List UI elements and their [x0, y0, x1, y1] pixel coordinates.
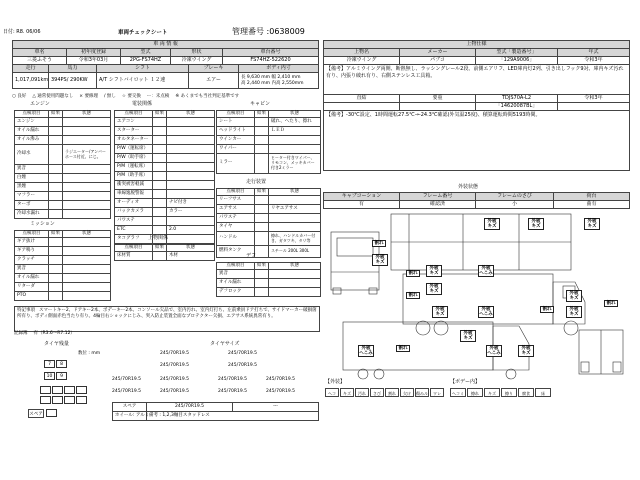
- col-year: 年式: [558, 49, 630, 57]
- handle-state: 擦れ、ハンドルカバー付き、ガタツキ、タリ等: [269, 232, 321, 246]
- legend-replace: ☆ 要交換: [121, 94, 141, 99]
- tire-grid-cell: [76, 396, 87, 404]
- legend-chip: 汚れ: [355, 388, 369, 397]
- chassis-number: FS74HZ-522620: [223, 57, 319, 65]
- body-dims-line1: 長 9,630 mm 幅 2,410 mm: [241, 74, 301, 80]
- legend-chip: 傷みル: [415, 388, 429, 397]
- car-name: 三菱ふそう: [13, 57, 67, 65]
- legend-good: ○ 良好: [12, 94, 27, 99]
- col-cab-caution: キャブコーション: [324, 193, 400, 201]
- tire-rear: 245/70R19.5: [160, 377, 189, 382]
- legend-chip: 欠け: [400, 388, 414, 397]
- tire-grid-cell: [64, 386, 75, 394]
- management-number: [232, 28, 305, 37]
- seat-state: 破れ、へたり、擦れ: [269, 118, 321, 127]
- diff-col-item: 点検項目: [217, 263, 255, 270]
- special-notes: [14, 306, 320, 332]
- date: 日付: R8. 06/06: [3, 29, 41, 35]
- tire-front-left-2: 245/70R19.5: [160, 363, 189, 368]
- engine-item: ターボ: [15, 201, 49, 210]
- record-label: 記録簿: [14, 331, 28, 336]
- legend-chip: 床: [535, 388, 551, 397]
- legend-chip: 腐食: [518, 388, 534, 397]
- wheel-label: ホイール: [115, 412, 133, 418]
- running-item: リーフサス: [217, 196, 255, 205]
- tire-rear: 245/70R19.5: [266, 389, 295, 394]
- damage-mark: 外板 キズ: [484, 218, 500, 230]
- mileage: 1,017,091km: [13, 73, 49, 89]
- col-maker: メーカー: [400, 49, 476, 57]
- tire-front-right: 245/70R19.5: [228, 351, 257, 356]
- upper-title: 上物関係: [148, 235, 169, 241]
- legend-chip: キズ: [340, 388, 354, 397]
- doc-title: 車両チェックシート: [118, 30, 168, 36]
- col-frame-rust: フレームのさび: [476, 193, 554, 201]
- legend-unchecked: ー：未点検: [146, 94, 170, 99]
- spare-wheel-table: [112, 402, 319, 421]
- col-cargo-bed: 荷台: [554, 193, 630, 201]
- camera-value: カラー: [167, 208, 215, 217]
- running-item: 燃料タンク: [217, 246, 255, 258]
- body-legend: [450, 388, 551, 397]
- engine-item: 異音: [15, 165, 49, 174]
- mission-item: オイル漏れ: [15, 274, 49, 283]
- electrical-item: P/M（助手席）: [115, 172, 153, 181]
- reefer-note: [324, 111, 630, 171]
- legend-repair: × 要修理: [79, 94, 98, 99]
- etc-value: 2.0: [167, 226, 215, 235]
- damage-mark: 外板 へこみ: [487, 346, 501, 357]
- col-mileage: 走行: [13, 65, 49, 73]
- diff-col-state: 状態: [269, 263, 321, 270]
- reefer-year: 令和3年: [558, 95, 630, 103]
- engine-item: 冷却水漏れ: [15, 210, 49, 219]
- diff-item: 異音: [217, 270, 255, 279]
- legend-ok: △ 通常使用問題なし: [32, 94, 74, 99]
- engine-item: オイル滲み: [15, 136, 49, 145]
- mission-col-result: 結果: [49, 231, 63, 238]
- legend-chip: ヘコ: [325, 388, 339, 397]
- damage-mark: 外板 へこみ: [479, 307, 493, 318]
- fuel-state: スチール 200L 300L: [269, 246, 321, 258]
- cabin-item: ヘッドライト: [217, 127, 255, 136]
- equipment-note-label: 【備考】: [326, 66, 347, 72]
- electrical-col-item: 点検項目: [115, 111, 153, 118]
- wheel-label-cell: ホイール: アルミ: [113, 412, 147, 421]
- col-shape: 形状: [171, 49, 223, 57]
- equipment-name: 冷凍ウイング: [324, 57, 400, 65]
- electrical-item: スターター: [115, 127, 153, 136]
- tire-unit: 数位 : mm: [78, 351, 101, 356]
- engine-item: オイル漏れ: [15, 127, 49, 136]
- reefer-model-line: TDJS70A-L2: [502, 95, 531, 102]
- tire-rear: 245/70R19.5: [112, 377, 141, 382]
- tire-grid-cell: [40, 396, 51, 404]
- exterior-legend: [325, 388, 444, 397]
- legend-chip: 割れ: [385, 388, 399, 397]
- cabin-table: [216, 110, 321, 174]
- electrical-item: P/W（運転席）: [115, 145, 153, 154]
- col-model: 型式: [121, 49, 171, 57]
- engine-col-state: 状態: [63, 111, 111, 118]
- floor-material: 木材: [167, 252, 215, 261]
- wheel-note: 備考 : 1,2,3軸目スタッドレス: [147, 412, 319, 421]
- engine-item: エンジン: [15, 118, 49, 127]
- tire-grid-cell: [46, 409, 57, 417]
- shift: A/T シフトバイロット １２速: [97, 73, 189, 89]
- cabin-item: ミラー: [217, 154, 255, 174]
- electrical-item: タコグラフ: [115, 235, 153, 244]
- management-label: 管理番号 :: [232, 27, 270, 36]
- equipment-note-text: アルミウイング両開、断熱無し、ラッシングレール2段、前側エアリフ、LED庫内灯2列、引き出しフック9対、庫内キズ汚れ有り、内張り破れ有り、右側ステンレス工具箱。: [326, 66, 624, 79]
- first-reg: 令和3年03月: [67, 57, 121, 65]
- electrical-col-result: 結果: [153, 111, 167, 118]
- col-equipment-name: 上物名: [324, 49, 400, 57]
- col-chassis: 車台番号: [223, 49, 319, 57]
- upper-table: [114, 244, 215, 261]
- record-value: 有（R3.6〜R7.12）: [33, 331, 75, 336]
- cabin-col-item: 点検項目: [217, 111, 255, 118]
- mission-item: 異音: [15, 265, 49, 274]
- vehicle-spec-table: [12, 64, 319, 89]
- tire-remaining-title: タイヤ残量: [44, 341, 69, 347]
- reefer-model: [476, 95, 558, 103]
- tire-grid-cell: 9: [56, 372, 67, 380]
- damage-mark: 外板 キズ: [528, 218, 544, 230]
- col-body-dims: ボディ内寸: [239, 65, 319, 73]
- tire-front-right-2: 245/70R19.5: [228, 363, 257, 368]
- mirror-state: ヒーター付きワイパー、リモコン、メッキカバー付き2ミラー: [269, 154, 321, 174]
- electrical-item: オルタネーター: [115, 136, 153, 145]
- upper-col-result: 結果: [153, 245, 167, 252]
- damage-mark: 外板 キズ: [460, 330, 476, 342]
- damage-mark: 割れ: [396, 345, 410, 352]
- col-equipment-model: 型式「製造番号」: [476, 49, 558, 57]
- electrical-item: パワステ: [115, 217, 153, 226]
- equipment-year: 令和3年: [558, 57, 630, 65]
- equipment-table: [323, 40, 630, 171]
- running-col-item: 点検項目: [217, 189, 255, 196]
- tire-grid-cell: [76, 386, 87, 394]
- running-item: エアサス: [217, 205, 255, 214]
- tire-grid-cell: [64, 396, 75, 404]
- spare-dash: ---: [233, 403, 319, 412]
- legend-chip: ヘコミ: [450, 388, 466, 397]
- col-car-name: 車名: [13, 49, 67, 57]
- running-table: [216, 188, 321, 258]
- electrical-item: P/W（助手席）: [115, 154, 153, 163]
- legend-chip: さび: [370, 388, 384, 397]
- reefer-serial: 「14620087BL」: [476, 103, 558, 111]
- body-legend-title: 【ボデー内】: [450, 379, 481, 385]
- engine-item: マフラー: [15, 192, 49, 201]
- vehicle-info-title: 車 両 情 報: [13, 41, 319, 49]
- tire-grid-cell: [52, 396, 63, 404]
- equipment-model: 「129A9006」: [476, 57, 558, 65]
- spare-size: 245/70R19.5: [147, 403, 233, 412]
- upper-col-state: 状態: [167, 245, 215, 252]
- tire-grid-cell: [40, 386, 51, 394]
- cabin-col-state: 状態: [269, 111, 321, 118]
- mission-item: リターダ: [15, 283, 49, 292]
- wheel-value: アルミ: [135, 412, 150, 418]
- upper-item-floor: 床材質: [115, 252, 153, 261]
- tire-grid-cell: 7: [44, 360, 55, 368]
- legend-chip: キズ: [484, 388, 500, 397]
- mission-table: [14, 230, 111, 301]
- electrical-title: 電装関係: [132, 101, 153, 107]
- exterior-legend-title: 【外装】: [325, 379, 346, 385]
- diff-col-result: 結果: [255, 263, 269, 270]
- audio-value: ナビ付き: [167, 199, 215, 208]
- cabin-item: ワイパー: [217, 145, 255, 154]
- col-first-reg: 初年度登録: [67, 49, 121, 57]
- shape: 冷凍ウイング: [171, 57, 223, 65]
- tire-rear: 245/70R19.5: [218, 389, 247, 394]
- damage-mark: 割れ: [372, 240, 386, 247]
- cabin-item: ウインカー: [217, 136, 255, 145]
- electrical-col-state: 状態: [167, 111, 215, 118]
- exterior-table: [323, 192, 630, 209]
- electrical-item: ETC: [115, 226, 153, 235]
- electrical-item: 衝突被害軽減: [115, 181, 153, 190]
- running-title: 走行装置: [246, 179, 267, 185]
- electrical-item: P/M（運転席）: [115, 163, 153, 172]
- damage-mark: 外板 へこみ: [359, 346, 373, 357]
- damage-mark: 割れ: [406, 270, 420, 277]
- mission-item: ギア抜け: [15, 238, 49, 247]
- reefer-type: 直結: [324, 95, 400, 103]
- cabin-title: キャビン: [250, 101, 271, 107]
- horsepower: 394PS/ 290KW: [49, 73, 97, 89]
- col-brake: ブレーキ: [189, 65, 239, 73]
- running-item: パワステ: [217, 214, 255, 223]
- model: 2PG-FS74HZ: [121, 57, 171, 65]
- reefer-note-label: 【備考】: [326, 112, 347, 118]
- equipment-title: 上物仕様: [324, 41, 630, 49]
- damage-mark: 外板 キズ: [372, 254, 388, 266]
- mission-item: PTO: [15, 292, 49, 301]
- tire-size-title: タイヤサイズ: [210, 341, 240, 347]
- frame-rust: 小: [476, 201, 554, 209]
- col-frame-no: フレーム番号: [400, 193, 476, 201]
- damage-mark: 割れ: [604, 300, 618, 307]
- mission-col-state: 状態: [63, 231, 111, 238]
- frame-no: 確認済: [400, 201, 476, 209]
- cabin-col-result: 結果: [255, 111, 269, 118]
- damage-mark: 外板 キズ: [566, 306, 582, 318]
- cabin-item: シート: [217, 118, 255, 127]
- tire-rear: 245/70R19.5: [112, 389, 141, 394]
- electrical-item: 車線逸脱警報: [115, 190, 153, 199]
- headlight-state: ＬＥＤ: [269, 127, 321, 136]
- mission-item: クラッチ: [15, 256, 49, 265]
- equipment-note: [324, 65, 630, 95]
- diff-table: [216, 262, 321, 297]
- damage-mark: 割れ: [406, 292, 420, 299]
- body-dims: [239, 73, 319, 89]
- cab-caution: 有: [324, 201, 400, 209]
- tire-rear: 245/70R19.5: [266, 377, 295, 382]
- legend-row: [12, 95, 322, 100]
- damage-mark: 外板 キズ: [566, 290, 582, 302]
- mission-item: ギア鳴り: [15, 247, 49, 256]
- damage-mark: 外板 キズ: [584, 218, 600, 230]
- special-text: スマートキー2、ドアキー2本、ボデーキー2本、コンソール欠品で、室内汚れ、室内灯打ち、左前乗員ドア打ちで、サイドマーカー破損箇所有り、ボディ側面赤色当たり有り。4輪目右ショックにじみ、突入防止装置全面なプロテクター欠損、エアサス系統異常有り。: [17, 308, 317, 320]
- tire-front-left: 245/70R19.5: [160, 351, 189, 356]
- mission-title: ミッション: [30, 221, 55, 227]
- running-col-state: 状態: [269, 189, 321, 196]
- engine-title: エンジン: [30, 101, 50, 107]
- spare-label: スペア: [113, 403, 147, 412]
- damage-mark: 外板 キズ: [432, 306, 448, 318]
- diff-item: デフロック: [217, 288, 255, 297]
- engine-item: 冷却水: [15, 145, 49, 165]
- reefer-capacity: 要重: [400, 95, 476, 103]
- legend-note: ※ あくまでも当社判定基準です: [175, 94, 240, 99]
- diff-item: オイル漏れ: [217, 279, 255, 288]
- brake: エアー: [189, 73, 239, 89]
- tire-rear: 245/70R19.5: [218, 377, 247, 382]
- damage-mark: 外板 キズ: [426, 283, 442, 295]
- electrical-item: エアコン: [115, 118, 153, 127]
- engine-item: 白煙: [15, 174, 49, 183]
- engine-table: [14, 110, 111, 219]
- legend-chip: ワレ: [430, 388, 444, 397]
- engine-col-result: 結果: [49, 111, 63, 118]
- running-item: ハンドル: [217, 232, 255, 246]
- legend-chip: 擦り: [501, 388, 517, 397]
- equipment-maker: パブコ: [400, 57, 476, 65]
- damage-mark: 外板 キズ: [426, 265, 442, 277]
- cargo-bed: 曲有: [554, 201, 630, 209]
- diff-title: デフ: [246, 253, 257, 259]
- electrical-item: バックカメラ: [115, 208, 153, 217]
- management-value: 0638009: [269, 27, 305, 36]
- special-label: 特記事項: [17, 308, 35, 313]
- tire-rear: 245/70R19.5: [160, 389, 189, 394]
- damage-mark: 割れ: [540, 306, 554, 313]
- running-item: タイヤ: [217, 223, 255, 232]
- legend-chip: 擦れ: [467, 388, 483, 397]
- body-dims-line2: 高 2,440 mm 内高 2,550mm: [241, 80, 304, 86]
- tire-grid-cell: 8: [56, 360, 67, 368]
- tire-grid-cell: [52, 386, 63, 394]
- reefer-note-text: -30℃設定、1時間運転27.5℃→-24.3℃確認(外気温25度)、積算運転時間5193時間。: [346, 112, 541, 118]
- legend-none: / 無し: [103, 94, 116, 99]
- electrical-table: [114, 110, 215, 244]
- airsus-state: リヤエアサス: [269, 205, 321, 214]
- upper-col-item: 点検項目: [115, 245, 153, 252]
- engine-col-item: 点検項目: [15, 111, 49, 118]
- engine-item: 黒煙: [15, 183, 49, 192]
- tire-grid-cell: 10: [44, 372, 55, 380]
- record-book: [14, 332, 75, 337]
- spare-button: スペア: [28, 409, 44, 418]
- damage-mark: 外板 キズ: [518, 345, 534, 357]
- exterior-title: 外装状態: [458, 184, 479, 190]
- engine-coolant-note: ラジエーター/アンバーホース付近、にじ。: [63, 145, 111, 165]
- vehicle-info-table: [12, 40, 319, 65]
- col-shift: シフト: [97, 65, 189, 73]
- running-col-result: 結果: [255, 189, 269, 196]
- mission-col-item: 点検項目: [15, 231, 49, 238]
- col-hp: 馬力: [49, 65, 97, 73]
- electrical-item: オーディオ: [115, 199, 153, 208]
- damage-mark: 外板 へこみ: [479, 266, 493, 277]
